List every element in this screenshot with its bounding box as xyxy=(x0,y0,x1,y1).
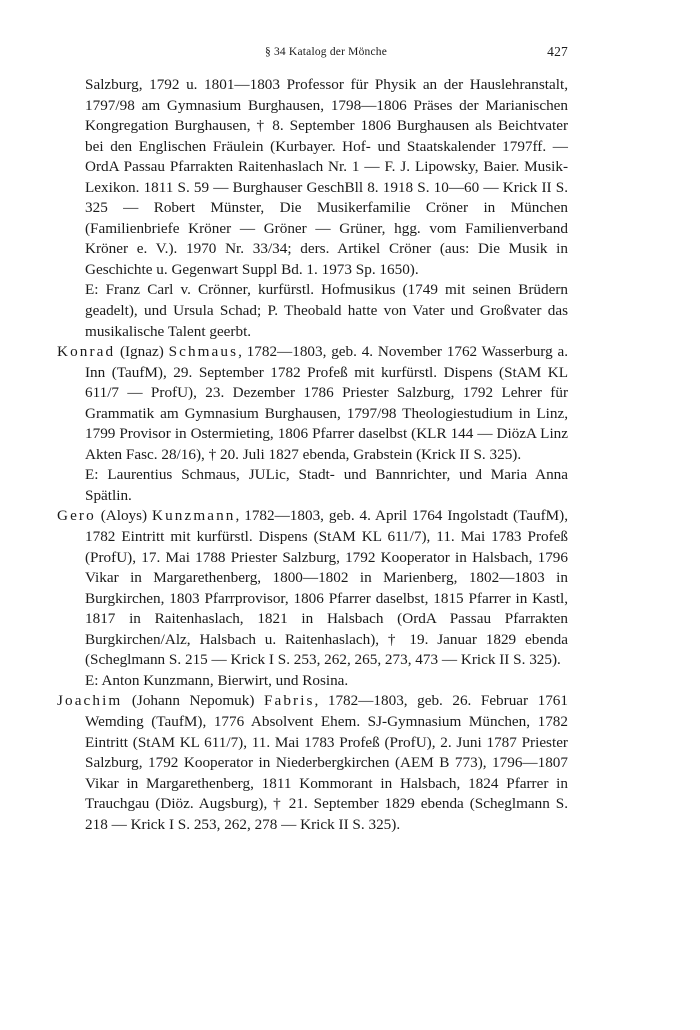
entry-body: , 1782—1803, geb. 4. April 1764 Ingolstadt (TaufM), 1782 Eintritt mit kurfürstl. Dispens (StAM KL 611/7), 11. Mai 1783 Profeß (ProfU), 17. Mai 1788 Priester Salzburg, 1792 Kooperator in Halsbach, 1796 Vikar in Margarethenberg, 1800—1802 in Marienberg, 1802—1803 in Burgkirchen, 1803 Pfarrprovisor, 1806 Pfarrer daselbst, 1815 Pfarrer in Kastl, 1817 in Raitenhaslach, 1821 in Halsbach (OrdA Passau Pfarrakten Burgkirchen/Alz, Halsbach u. Raitenhaslach), † 19. Januar 1829 ebenda (Scheglmann S. 215 — Krick I S. 253, 262, 265, 273, 473 — Krick II S. 325). xyxy=(85,507,569,669)
surname: Schmaus xyxy=(168,343,239,361)
page-number: 427 xyxy=(547,44,568,59)
monk-name: Gero xyxy=(57,507,96,525)
surname: Kunzmann xyxy=(152,507,236,525)
entry-text: Salzburg, 1792 u. 1801—1803 Professor für Physik an der Hauslehranstalt, 1797/98 am Gymnasium Burghausen, 1798—1806 Präses der Marianischen Kongregation Burghausen, † 8. September 1806 Burghausen als Beichtvater bei den Englischen Fräulein (Kurbayer. Hof- und Staatskalender 1797ff. — OrdA Passau Pfarrakten Raitenhaslach Nr. 1 — F. J. Lipowsky, Baier. Musik-Lexikon. 1811 S. 59 — Burghauser GeschBll 8. 1918 S. 10—60 — Krick II S. 325 — Robert Münster, Die Musikerfamilie Cröner in München (Familienbriefe Kröner — Gröner — Grüner, hgg. vom Familienverband Kröner e. V.). 1970 Nr. 33/34; ders. Artikel Cröner (aus: Die Musik in Geschichte u. Gegenwart Suppl Bd. 1. 1973 Sp. 1650). xyxy=(85,76,568,278)
running-header xyxy=(84,44,568,64)
entry-text xyxy=(57,691,568,835)
entry-schmaus xyxy=(57,342,568,506)
entry-text xyxy=(57,342,568,465)
entry-body: , 1782—1803, geb. 4. November 1762 Wasserburg a. Inn (TaufM), 29. September 1782 Profeß mit kurfürstl. Dispens (StAM KL 611/7 — ProfU), 23. Dezember 1786 Priester Salzburg, 1792 Lehrer für Grammatik am Gymnasium Burghausen, 1797/98 Theologiestudium in Linz, 1799 Provisor in Ostermieting, 1806 Pfarrer daselbst (KLR 144 — DiözA Linz Akten Fasc. 28/16), † 20. Juli 1827 ebenda, Grabstein (Krick II S. 325). xyxy=(85,343,568,463)
entry-kunzmann xyxy=(57,506,568,691)
entry-body: , 1782—1803, geb. 26. Februar 1761 Wemding (TaufM), 1776 Absolvent Ehem. SJ-Gymnasium München, 1782 Eintritt (StAM KL 611/7), 11. Mai 1783 Profeß (ProfU), 2. Juni 1787 Priester Salzburg, 1792 Kooperator in Niederbergkirchen (AEM B 773), 1796—1807 Vikar in Margarethenberg, 1811 Kommorant in Halsbach, 1824 Pfarrer in Trauchgau (Diöz. Augsburg), † 21. September 1829 ebenda (Scheglmann S. 218 — Krick I S. 253, 262, 278 — Krick II S. 325). xyxy=(85,692,568,833)
entry-continuation xyxy=(57,75,568,342)
monk-name: Joachim xyxy=(57,692,123,710)
family-note: E: Laurentius Schmaus, JULic, Stadt- und Bannrichter, und Maria Anna Spätlin. xyxy=(85,466,568,504)
birth-name: (Johann Nepomuk) xyxy=(131,692,255,710)
running-title: § 34 Katalog der Mönche xyxy=(264,46,388,58)
surname: Fabris xyxy=(263,692,315,710)
entry-text xyxy=(57,506,568,670)
birth-name: (Aloys) xyxy=(100,507,148,525)
family-note: E: Franz Carl v. Crönner, kurfürstl. Hofmusikus (1749 mit seinen Brüdern geadelt), und Ursula Schad; P. Theobald hatte von Vater und Großvater das musikalische Talent geerbt. xyxy=(85,281,568,340)
page-body xyxy=(57,75,568,835)
monk-name: Konrad xyxy=(57,343,116,361)
family-note: E: Anton Kunzmann, Bierwirt, und Rosina. xyxy=(85,671,349,689)
birth-name: (Ignaz) xyxy=(119,343,164,361)
entry-fabris xyxy=(57,691,568,835)
